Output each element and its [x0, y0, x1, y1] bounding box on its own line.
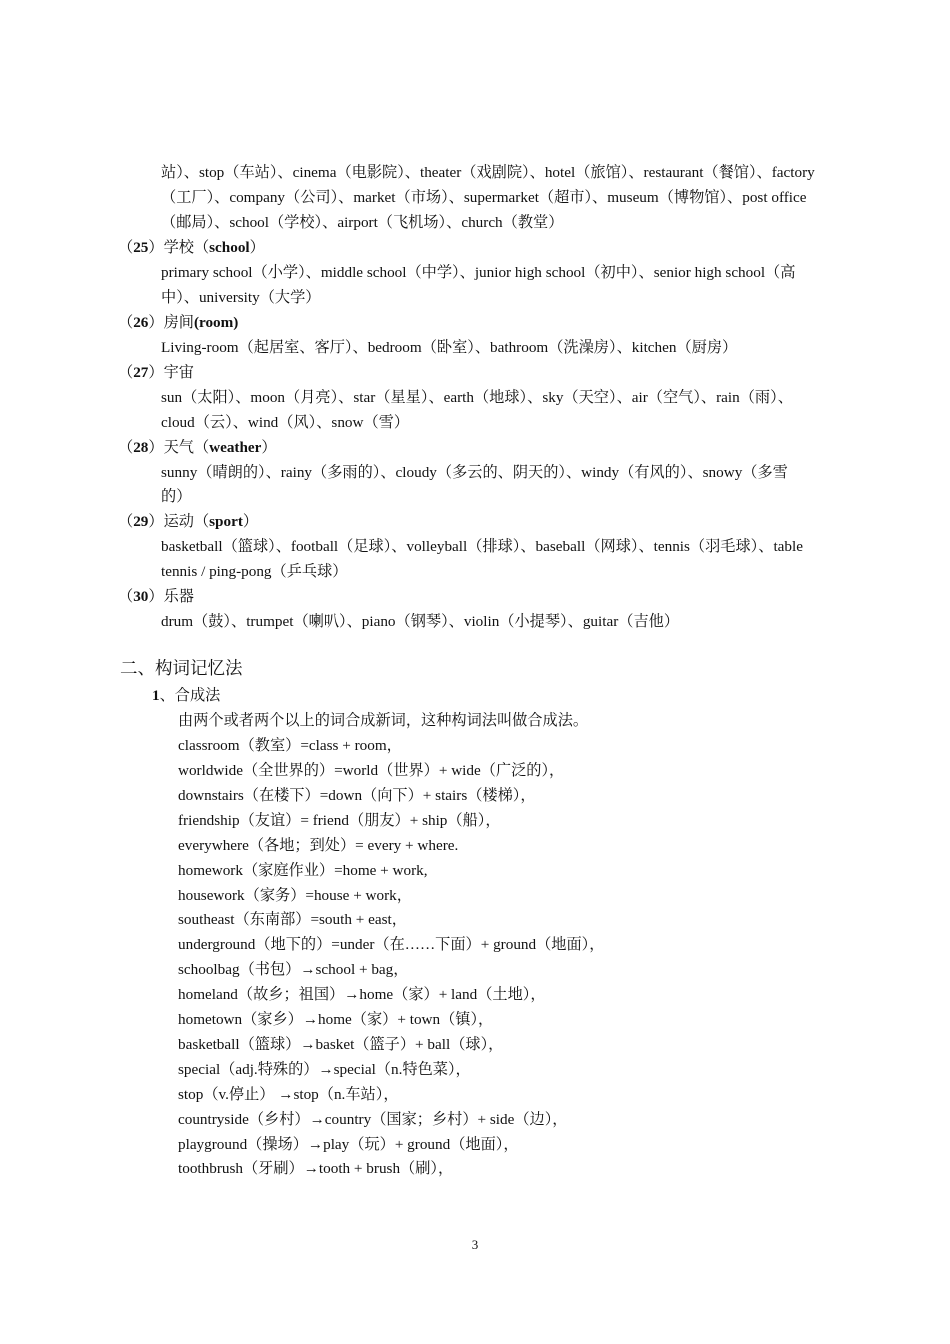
- section-intro: 由两个或者两个以上的词合成新词，这种构词法叫做合成法。: [178, 712, 589, 729]
- vocab-line: tennis / ping-pong（乒乓球）: [161, 563, 348, 580]
- vocab-line: primary school（小学）、middle school（中学）、junior high school（初中）、senior high school（高: [161, 264, 796, 281]
- category-heading: （28）天气（weather）: [118, 439, 277, 456]
- section-heading: 二、构词记忆法: [120, 658, 243, 678]
- vocab-line: （邮局）、school（学校）、airport（飞机场）、church（教堂）: [161, 214, 564, 231]
- example-line: special（adj.特殊的）→special（n.特色菜），: [178, 1061, 471, 1078]
- vocab-line: 站）、stop（车站）、cinema（电影院）、theater（戏剧院）、hotel（旅馆）、restaurant（餐馆）、factory: [161, 164, 815, 181]
- example-line: everywhere（各地；到处）= every + where.: [178, 837, 459, 854]
- example-line: friendship（友谊）= friend（朋友）+ ship（船），: [178, 812, 501, 829]
- vocab-line: sun（太阳）、moon（月亮）、star（星星）、earth（地球）、sky（天空）、air（空气）、rain（雨）、: [161, 389, 793, 406]
- example-line: downstairs（在楼下）=down（向下）+ stairs（楼梯），: [178, 787, 536, 804]
- example-line: schoolbag（书包）→school + bag，: [178, 961, 409, 978]
- example-line: toothbrush（牙刷）→tooth + brush（刷），: [178, 1160, 454, 1177]
- category-heading: （27）宇宙: [118, 364, 194, 381]
- example-line: homework（家庭作业）=home + work,: [178, 862, 428, 879]
- vocab-line: drum（鼓）、trumpet（喇叭）、piano（钢琴）、violin（小提琴）、guitar（吉他）: [161, 613, 680, 630]
- example-line: stop（v.停止） →stop（n.车站），: [178, 1086, 399, 1103]
- vocab-line: （工厂）、company（公司）、market（市场）、supermarket（超市）、museum（博物馆）、post office: [161, 189, 807, 206]
- example-line: playground（操场）→play（玩）+ ground（地面），: [178, 1136, 519, 1153]
- example-line: worldwide（全世界的）=world（世界）+ wide（广泛的），: [178, 762, 565, 779]
- example-line: basketball（篮球）→basket（篮子）+ ball（球），: [178, 1036, 504, 1053]
- vocab-line: 的）: [161, 488, 192, 505]
- category-heading: （25）学校（school）: [118, 239, 265, 256]
- example-line: housework（家务）=house + work，: [178, 887, 412, 904]
- vocab-line: Living-room（起居室、客厅）、bedroom（卧室）、bathroom（洗澡房）、kitchen（厨房）: [161, 339, 738, 356]
- vocab-line: 中）、university（大学）: [161, 289, 321, 306]
- category-heading: （30）乐器: [118, 588, 194, 605]
- vocab-line: cloud（云）、wind（风）、snow（雪）: [161, 414, 410, 431]
- example-line: underground（地下的）=under（在……下面）+ ground（地面），: [178, 936, 605, 953]
- vocab-line: sunny（晴朗的）、rainy（多雨的）、cloudy（多云的、阴天的）、windy（有风的）、snowy（多雪: [161, 464, 788, 481]
- page-number: 3: [471, 1237, 479, 1252]
- example-line: countryside（乡村）→country（国家；乡村）+ side（边），: [178, 1111, 568, 1128]
- category-heading: （26）房间(room): [118, 314, 239, 331]
- example-line: homeland（故乡；祖国）→home（家）+ land（土地），: [178, 986, 546, 1003]
- category-heading: （29）运动（sport）: [118, 513, 259, 530]
- vocab-line: basketball（篮球）、football（足球）、volleyball（排球）、baseball（网球）、tennis（羽毛球）、table: [161, 538, 803, 555]
- example-line: hometown（家乡）→home（家）+ town（镇），: [178, 1011, 494, 1028]
- subsection-heading: 1、合成法: [152, 687, 221, 704]
- example-line: classroom（教室）=class + room，: [178, 737, 402, 754]
- example-line: southeast（东南部）=south + east，: [178, 911, 407, 928]
